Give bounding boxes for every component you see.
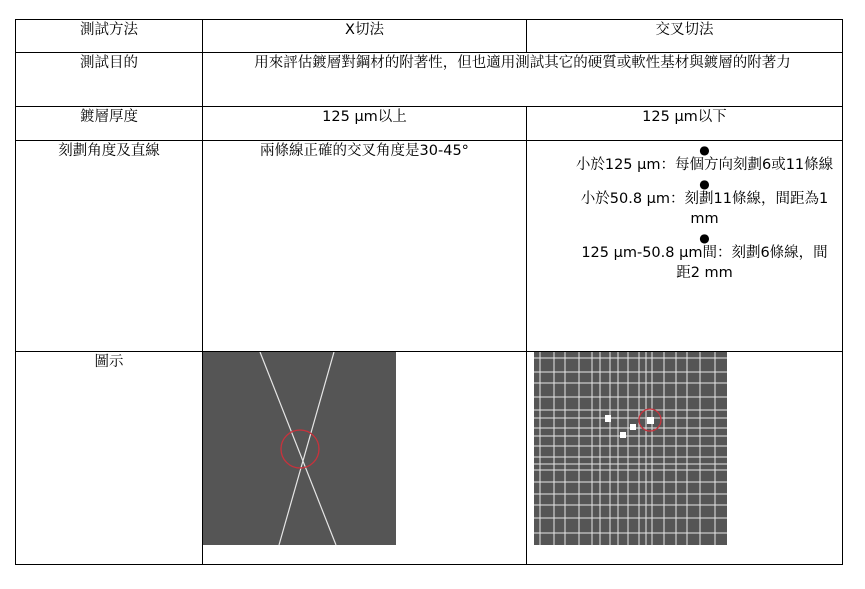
row-purpose <box>16 53 843 107</box>
cross-cut-panel <box>534 352 727 545</box>
x-cut-panel <box>203 352 396 545</box>
angle-label: 刻劃角度及直線 <box>16 141 203 352</box>
cross-cut-diagram <box>534 352 727 545</box>
thickness-label: 鍍層厚度 <box>16 107 203 141</box>
row-thickness <box>16 107 843 141</box>
detached-flake <box>605 415 611 422</box>
thickness-x-value: 125 μm以上 <box>203 107 527 141</box>
purpose-label: 測試目的 <box>16 53 203 107</box>
cross-item-2: 小於50.8 μm：刻劃11條線，間距為1 mm <box>580 191 829 227</box>
bullet: ● <box>699 231 710 245</box>
x-cut-diagram <box>203 352 396 545</box>
x-cut-illustration-cell <box>203 352 527 565</box>
row-angle <box>16 141 843 352</box>
detached-flake <box>647 417 654 424</box>
cross-item-3: 125 μm-50.8 μm間：刻劃6條線，間距2 mm <box>581 245 828 281</box>
header-x-cut: X切法 <box>203 20 527 53</box>
detached-flake <box>630 424 636 430</box>
detached-flake <box>620 432 626 438</box>
purpose-text: 用來評估鍍層對鋼材的附著性，但也適用測試其它的硬質或軟性基材與鍍層的附著力 <box>203 53 843 107</box>
cross-item-1: 小於125 μm：每個方向刻劃6或11條線 <box>575 157 834 173</box>
angle-cross-list <box>527 141 843 352</box>
comparison-table <box>15 19 843 565</box>
header-row <box>16 20 843 53</box>
row-illustration <box>16 352 843 565</box>
illustration-label: 圖示 <box>16 352 203 565</box>
bullet: ● <box>699 143 710 157</box>
header-cross-cut: 交叉切法 <box>527 20 843 53</box>
angle-x-value: 兩條線正確的交叉角度是30-45° <box>203 141 527 352</box>
cross-cut-illustration-cell <box>527 352 843 565</box>
bullet: ● <box>699 177 710 191</box>
thickness-cross-value: 125 μm以下 <box>527 107 843 141</box>
header-test-method: 測試方法 <box>16 20 203 53</box>
